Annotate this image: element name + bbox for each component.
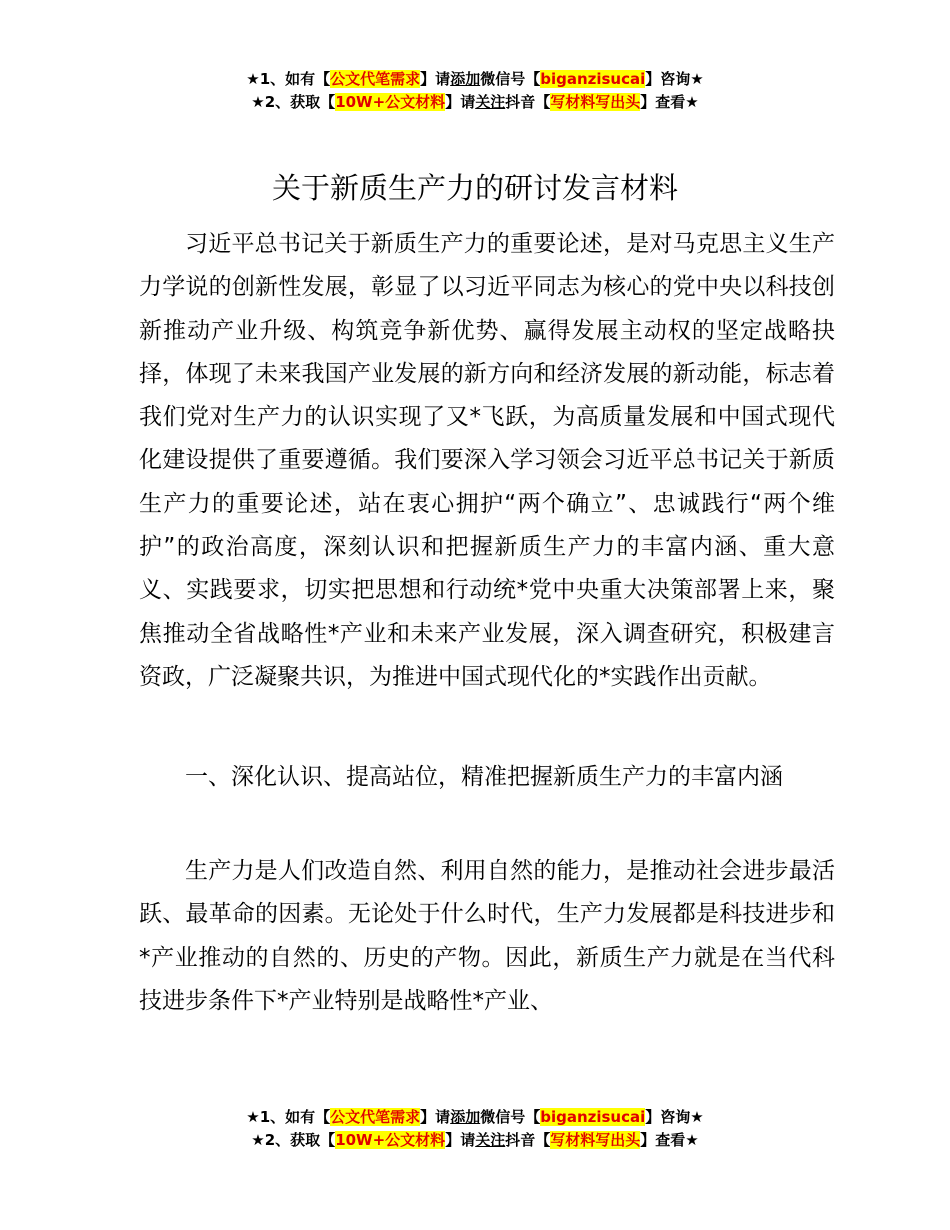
header-ad-banner — [0, 68, 950, 114]
header-ad-line-2: ★2、获取【10W+公文材料】请关注抖音【写材料写出头】查看★ — [251, 93, 699, 111]
underlined-text: 添加 — [450, 70, 481, 88]
highlight-text: biganzisucai — [540, 1108, 646, 1126]
footer-ad-banner — [0, 1106, 950, 1152]
highlight-text: 10W+公文材料 — [335, 1131, 446, 1149]
body-paragraph-section-1 — [139, 850, 835, 1023]
document-title: 关于新质生产力的研讨发言材料 — [271, 171, 678, 205]
highlight-text: 公文代笔需求 — [330, 1108, 421, 1126]
body-paragraph-intro — [139, 223, 835, 699]
underlined-text: 关注 — [475, 93, 506, 111]
section-heading-text: 一、深化认识、提高站位，精准把握新质生产力的丰富内涵 — [185, 764, 783, 790]
paragraph-text: 生产力是人们改造自然、利用自然的能力，是推动社会进步最活跃、最革命的因素。无论处于什么时代，生产力发展都是科技进步和*产业推动的自然的、历史的产物。因此，新质生产力就是在当代科技进步条件下*产业特别是战略性*产业、 — [139, 858, 835, 1014]
header-ad-line-1: ★1、如有【公文代笔需求】请添加微信号【biganzisucai】咨询★ — [246, 70, 704, 88]
underlined-text: 关注 — [475, 1131, 506, 1149]
highlight-text: biganzisucai — [540, 70, 646, 88]
highlight-text: 写材料写出头 — [550, 93, 641, 111]
underlined-text: 添加 — [450, 1108, 481, 1126]
footer-ad-line-2: ★2、获取【10W+公文材料】请关注抖音【写材料写出头】查看★ — [251, 1131, 699, 1149]
paragraph-text: 习近平总书记关于新质生产力的重要论述，是对马克思主义生产力学说的创新性发展，彰显了以习近平同志为核心的党中央以科技创新推动产业升级、构筑竞争新优势、赢得发展主动权的坚定战略抉择，体现了未来我国产业发展的新方向和经济发展的新动能，标志着我们党对生产力的认识实现了又*飞跃，为高质量发展和中国式现代化建设提供了重要遵循。我们要深入学习领会习近平总书记关于新质生产力的重要论述，站在衷心拥护“两个确立”、忠诚践行“两个维护”的政治高度，深刻认识和把握新质生产力的丰富内涵、重大意义、实践要求，切实把思想和行动统*党中央重大决策部署上来，聚焦推动全省战略性*产业和未来产业发展，深入调查研究，积极建言资政，广泛凝聚共识，为推进中国式现代化的*实践作出贡献。 — [139, 231, 835, 690]
footer-ad-line-1: ★1、如有【公文代笔需求】请添加微信号【biganzisucai】咨询★ — [246, 1108, 704, 1126]
highlight-text: 写材料写出头 — [550, 1131, 641, 1149]
section-heading — [139, 756, 835, 799]
highlight-text: 公文代笔需求 — [330, 70, 421, 88]
highlight-text: 10W+公文材料 — [335, 93, 446, 111]
